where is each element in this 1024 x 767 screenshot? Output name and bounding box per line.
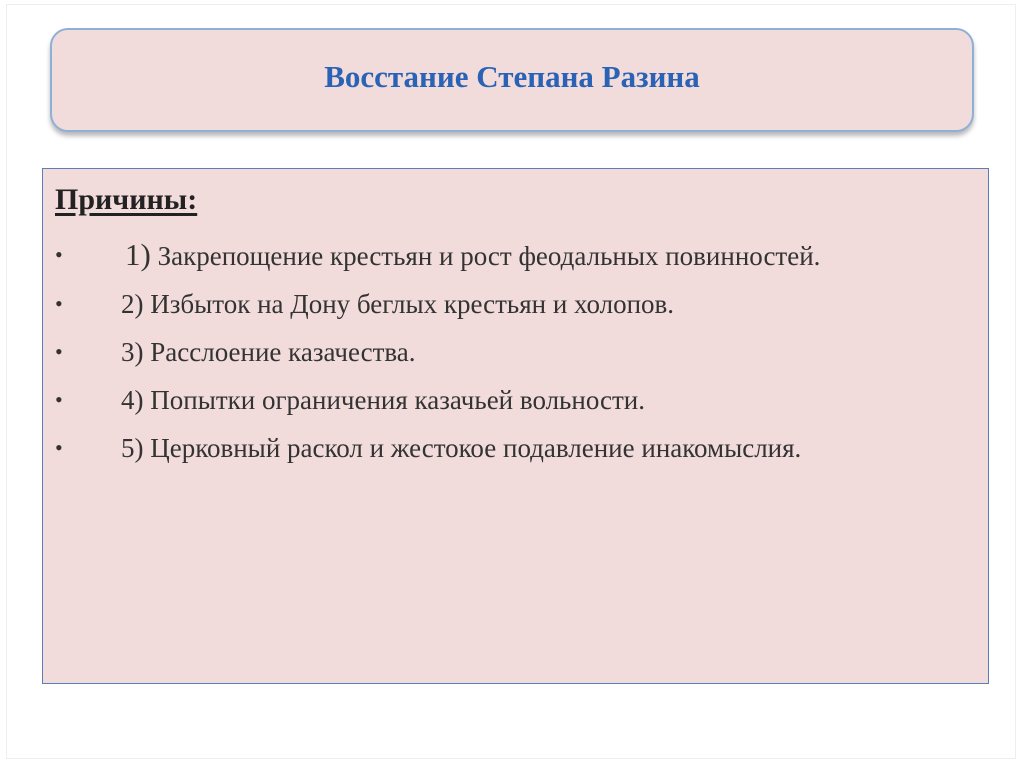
cause-item-5 <box>43 430 943 466</box>
bullet: • <box>55 291 63 316</box>
bullet: • <box>55 435 63 460</box>
title-box <box>50 28 974 132</box>
cause-text: Закрепощение крестьян и рост феодальных повинностей. <box>157 241 821 271</box>
cause-item-1 <box>43 237 943 274</box>
content-box <box>42 168 989 684</box>
causes-list <box>43 237 943 478</box>
cause-text: Избыток на Дону беглых крестьян и холопов. <box>150 289 675 319</box>
bullet: • <box>55 242 63 267</box>
cause-number: 4) <box>121 385 144 415</box>
cause-number: 2) <box>121 289 144 319</box>
cause-item-2 <box>43 286 943 322</box>
cause-item-4 <box>43 382 943 418</box>
cause-text: Церковный раскол и жестокое подавление инакомыслия. <box>150 433 802 463</box>
cause-text: Попытки ограничения казачьей вольности. <box>150 385 645 415</box>
cause-item-3 <box>43 334 943 370</box>
bullet: • <box>55 339 63 364</box>
slide-title: Восстание Степана Разина <box>324 59 700 94</box>
cause-number: 3) <box>121 337 144 367</box>
cause-number: 5) <box>121 433 144 463</box>
cause-number: 1) <box>125 237 151 272</box>
cause-text: Расслоение казачества. <box>150 337 416 367</box>
causes-heading: Причины: <box>55 183 198 216</box>
bullet: • <box>55 387 63 412</box>
